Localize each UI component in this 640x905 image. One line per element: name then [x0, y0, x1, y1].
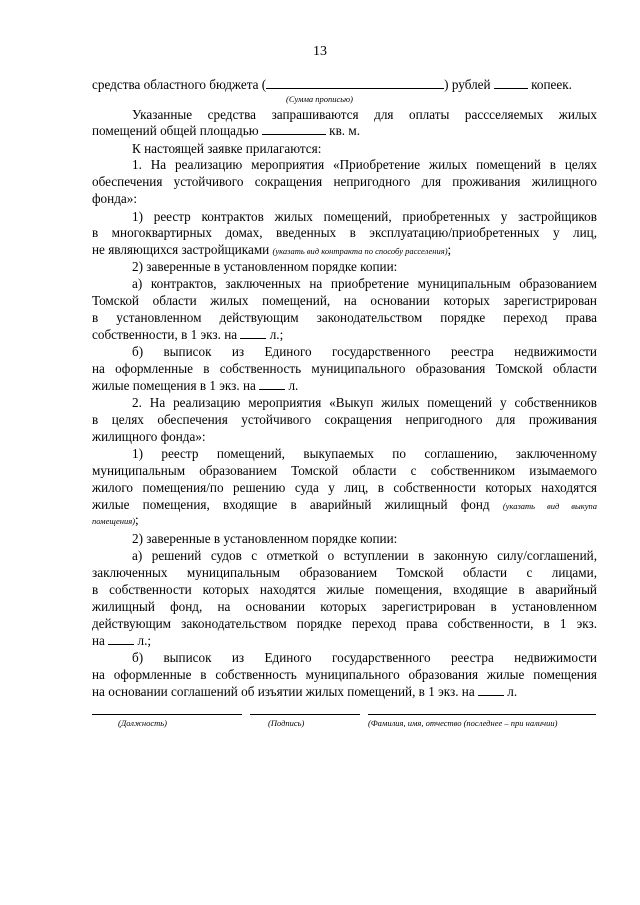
paragraph-line: 2. На реализацию мероприятия «Выкуп жилых помещений у собственников [132, 395, 597, 410]
paragraph-line [92, 683, 597, 700]
paragraph-line: 1. На реализацию мероприятия «Приобретение жилых помещений в целях [132, 157, 597, 172]
name-line [368, 714, 596, 715]
paragraph-line: обеспечения устойчивого сокращения непригодного для проживания жилищного [92, 174, 597, 189]
paragraph-line: в собственности которых находятся жилые помещения, входящие в аварийный [92, 582, 597, 597]
contract-note: (указать вид контракта по способу расселения) [272, 246, 448, 256]
line-text: л.; [269, 327, 284, 342]
paragraph-line: Указанные средства запрашиваются для оплаты рассселяемых жилых [132, 107, 597, 122]
name-label: (Фамилия, имя, отчество (последнее – при наличии) [368, 718, 558, 728]
paragraph-line: фонда»: [92, 191, 138, 206]
line-text: л. [288, 378, 299, 393]
buyout-note: помещения) [92, 516, 136, 526]
buyout-note: (указать вид выкупа [502, 501, 598, 511]
paragraph-line: К настоящей заявке прилагаются: [132, 141, 322, 156]
kopecks-text: копеек. [531, 77, 572, 92]
line-text: собственности, в 1 экз. на [92, 327, 238, 342]
paragraph-line: б) выписок из Единого государственного реестра недвижимости [132, 650, 597, 665]
paragraph-line: жилищный фонд, на основании которых зарегистрирован в установленном [92, 599, 597, 614]
paragraph-line: Томской области жилых помещений, на основании которых зарегистрирован [92, 293, 597, 308]
paragraph-line: на оформленные в собственность муниципального образования жилые помещения [92, 667, 597, 682]
paragraph-line: заключенных муниципальным образованием Томской области с лицами, [92, 565, 597, 580]
pages-blank [259, 378, 285, 390]
budget-line [92, 76, 597, 93]
pages-blank [478, 684, 504, 696]
area-blank [262, 123, 326, 135]
page-number: 13 [313, 44, 327, 59]
pages-blank [240, 327, 266, 339]
paragraph-line: б) выписок из Единого государственного реестра недвижимости [132, 344, 597, 359]
rubles-text: ) рублей [444, 77, 491, 92]
line-text: л.; [137, 633, 152, 648]
paragraph-line: в установленном действующим законодательством порядке переход права [92, 310, 597, 325]
paragraph-line: 2) заверенные в установленном порядке копии: [132, 259, 398, 274]
area-text: помещений общей площадью [92, 123, 259, 138]
paragraph-line: 1) реестр контрактов жилых помещений, приобретенных у застройщиков [132, 209, 597, 224]
line-text: л. [507, 684, 518, 699]
line-text: на [92, 633, 105, 648]
paragraph-line: в многоквартирных домах, введенных в эксплуатацию/приобретенных у лиц, [92, 225, 597, 240]
paragraph-line: муниципальным образованием Томской области с собственником изымаемого [92, 463, 597, 478]
line-text: жилые помещения в 1 экз. на [92, 378, 256, 393]
sum-note: (Сумма прописью) [286, 94, 353, 104]
kopecks-blank [494, 77, 528, 89]
paragraph-line [92, 377, 597, 394]
paragraph-line [92, 632, 597, 649]
line-text: жилые помещения, входящие в аварийный жилищный фонд [92, 497, 490, 512]
signature-label: (Подпись) [268, 718, 305, 728]
line-text: не являющихся застройщиками [92, 242, 273, 257]
line-text: ; [135, 512, 139, 527]
line-text: на основании соглашений об изъятии жилых помещений, в 1 экз. на [92, 684, 475, 699]
paragraph-line: а) контрактов, заключенных на приобретение муниципальным образованием [132, 276, 597, 291]
paragraph-line: 1) реестр помещений, выкупаемых по соглашению, заключенному [132, 446, 597, 461]
paragraph-line: жилого помещения/по решению суда у лиц, в собственности которых находятся [92, 480, 597, 495]
paragraph-line: на оформленные в собственность муниципального образования Томской области [92, 361, 597, 376]
line-text: ; [447, 242, 452, 257]
paragraph-line: 2) заверенные в установленном порядке копии: [132, 531, 398, 546]
position-label: (Должность) [118, 718, 167, 728]
signature-line [250, 714, 360, 715]
paragraph-line: действующим законодательством порядке переход права собственности, в 1 экз. [92, 616, 597, 631]
paragraph-line: в целях обеспечения устойчивого сокращения непригодного для проживания [92, 412, 597, 427]
area-line [92, 122, 597, 139]
amount-blank [266, 77, 444, 89]
paragraph-line [92, 511, 597, 530]
paragraph-line [92, 326, 597, 343]
area-unit: кв. м. [329, 123, 361, 138]
budget-text: средства областного бюджета ( [92, 77, 267, 92]
paragraph-line: а) решений судов с отметкой о вступлении в законную силу/соглашений, [132, 548, 597, 563]
paragraph-line: жилищного фонда»: [92, 429, 206, 444]
pages-blank [108, 633, 134, 645]
position-line [92, 714, 242, 715]
